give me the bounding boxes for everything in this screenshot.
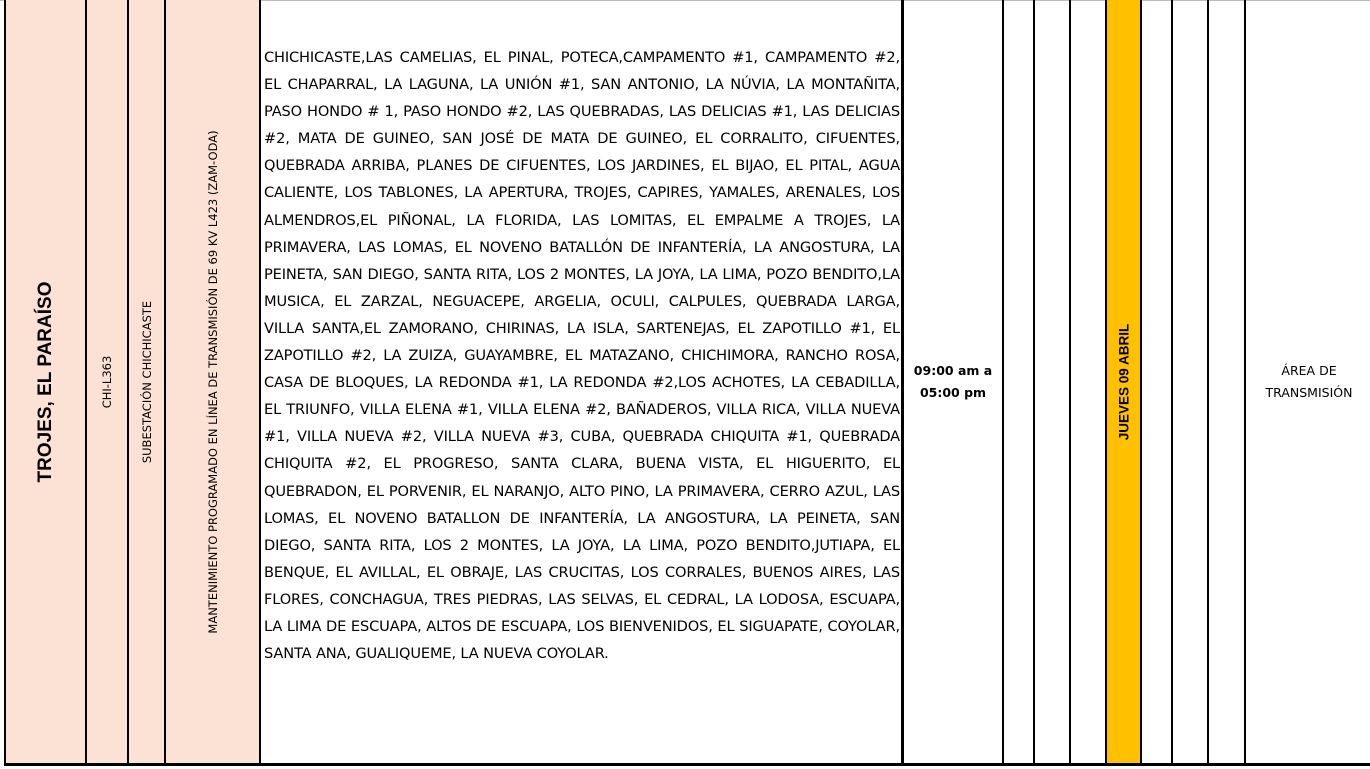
grid-line	[1207, 0, 1209, 766]
schedule-start: 09:00 am a	[913, 363, 993, 378]
grid-line	[1105, 0, 1107, 766]
substation-label: SUBESTACIÓN CHICHICASTE	[139, 300, 154, 463]
area-line-1: ÁREA DE	[1281, 363, 1337, 378]
grid-line	[1140, 0, 1142, 766]
day-cell	[1107, 0, 1141, 766]
zone-cell	[5, 0, 86, 766]
area-line-2: TRANSMISIÓN	[1265, 385, 1353, 400]
area-text	[1248, 360, 1370, 404]
grid-line	[127, 0, 129, 766]
affected-communities-text: CHICHICASTE,LAS CAMELIAS, EL PINAL, POTECA,CAMPAMENTO #1, CAMPAMENTO #2, EL CHAPARRAL, LA LAGUNA, LA UNIÓN #1, SAN ANTONIO, LA NÚVIA, LA MONTAÑITA, PASO HONDO # 1, PASO HONDO #2, LAS QUEBRADAS, LAS DELICIAS #1, LAS DELICIAS #2, MATA DE GUINEO, SAN JOSÉ DE MATA DE GUINEO, EL CORRALITO, CIFUENTES, QUEBRADA ARRIBA, PLANES DE CIFUENTES, LOS JARDINES, EL BIJAO, EL PITAL, AGUA CALIENTE, LOS TABLONES, LA APERTURA, TROJES, CAPIRES, YAMALES, ARENALES, LOS ALMENDROS,EL PIÑONAL, LA FLORIDA, LAS LOMITAS, EL EMPALME A TROJES, LA PRIMAVERA, LAS LOMAS, EL NOVENO BATALLÓN DE INFANTERÍA, LA ANGOSTURA, LA PEINETA, SAN DIEGO, SANTA RITA, LOS 2 MONTES, LA JOYA, LA LIMA, POZO BENDITO,LA MUSICA, EL ZARZAL, NEGUACEPE, ARGELIA, OCULI, CALPULES, QUEBRADA LARGA, VILLA SANTA,EL ZAMORANO, CHIRINAS, LA ISLA, SARTENEJAS, EL ZAPOTILLO #1, EL ZAPOTILLO #2, LA ZUIZA, GUAYAMBRE, EL MATAZANO, CHICHIMORA, RANCHO ROSA, CASA DE BLOQUES, LA REDONDA #1, LA REDONDA #2,LOS ACHOTES, LA CEBADILLA, EL TRIUNFO, VILLA ELENA #1, VILLA ELENA #2, BAÑADEROS, VILLA RICA, VILLA NUEVA #1, VILLA NUEVA #2, VILLA NUEVA #3, CUBA, QUEBRADA CHIQUITA #1, QUEBRADA CHIQUITA #2, EL PROGRESO, SANTA CLARA, BUENA VISTA, EL HIGUERITO, EL QUEBRADON, EL PORVENIR, EL NARANJO, ALTO PINO, LA PRIMAVERA, CERRO AZUL, LAS LOMAS, EL NOVENO BATALLON DE INFANTERÍA, LA ANGOSTURA, LA PEINETA, SAN DIEGO, SANTA RITA, LOS 2 MONTES, LA JOYA, LA LIMA, POZO BENDITO,JUTIAPA, EL BENQUE, EL AVILLAL, EL OBRAJE, LAS CRUCITAS, LOS CORRALES, BUENOS AIRES, LAS FLORES, CONCHAGUA, TRES PIEDRAS, LAS SELVAS, EL CEDRAL, LA LODOSA, ESCUAPA, LA LIMA DE ESCUAPA, ALTOS DE ESCUAPA, LOS BIENVENIDOS, EL SIGUAPATE, COYOLAR, SANTA ANA, GUALIQUEME, LA NUEVA COYOLAR.	[264, 49, 900, 663]
work-description-label: MANTENIMIENTO PROGRAMADO EN LÍNEA DE TRANSMISIÓN DE 69 KV L423 (ZAM-ODA)	[206, 129, 220, 634]
zone-label: TROJES, EL PARAÍSO	[34, 281, 56, 482]
circuit-label: CHI-L363	[100, 355, 114, 408]
grid-line	[1002, 0, 1004, 766]
grid-line	[901, 0, 904, 766]
grid-line	[1171, 0, 1173, 766]
grid-line	[4, 0, 6, 766]
circuit-cell	[86, 0, 128, 766]
day-label: JUEVES 09 ABRIL	[1116, 323, 1132, 440]
grid-line	[259, 0, 261, 766]
grid-line	[1244, 0, 1246, 766]
empty-cell	[1003, 0, 1107, 766]
grid-line	[164, 0, 166, 766]
grid-line	[1069, 0, 1071, 766]
work-description-cell	[165, 0, 261, 766]
schedule-end: 05:00 pm	[919, 385, 987, 400]
substation-cell	[128, 0, 165, 766]
grid-line	[1033, 0, 1035, 766]
schedule-text	[905, 360, 1001, 404]
grid-line	[85, 0, 87, 766]
